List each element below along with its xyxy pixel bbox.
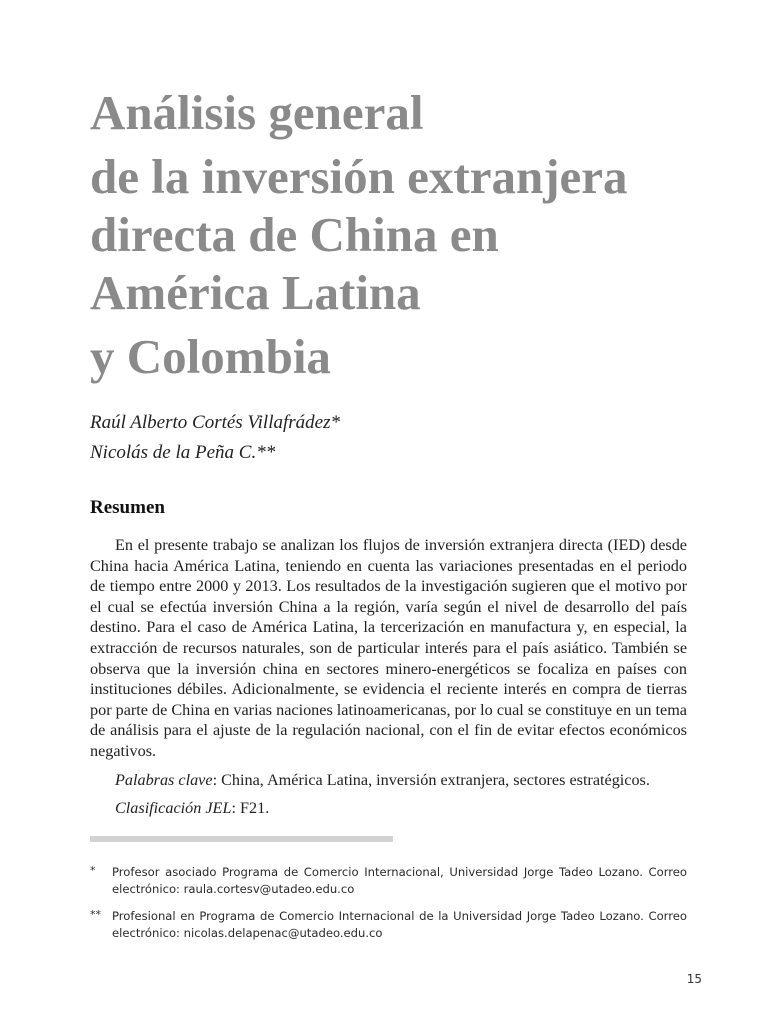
footnote-text: Profesor asociado Programa de Comercio Internacional, Universidad Jorge Tadeo Lozano. Correo electrónico: raula.cortesv@utadeo.edu.co: [112, 865, 687, 896]
keywords-label: Palabras clave: [115, 770, 213, 789]
article-title: [90, 84, 730, 386]
footnote-mark: *: [90, 864, 96, 877]
footnote-mark: **: [90, 908, 101, 921]
page-number: 15: [686, 972, 702, 986]
keywords-value: : China, América Latina, inversión extranjera, sectores estratégicos.: [212, 770, 650, 789]
abstract-section: [90, 535, 687, 819]
title-line-3: directa de China en: [90, 207, 499, 262]
title-line-1: Análisis general: [90, 85, 424, 140]
abstract-body: En el presente trabajo se analizan los flujos de inversión extranjera directa (IED) desde China hacia América Latina, teniendo en cuenta las variaciones presentadas en el periodo de tiempo entre 2000 y 2013. Los resultados de la investigación sugieren que el motivo por el cual se efectúa inversión China a la región, varía según el nivel de desarrollo del país destino. Para el caso de América Latina, la tercerización en manufactura y, en especial, la extracción de recursos naturales, son de particular interés para el país asiático. También se observa que la inversión china en sectores minero-energéticos se focaliza en países con instituciones débiles. Adicionalmente, se evidencia el reciente interés en compra de tierras por parte de China en varias naciones latinoamericanas, por lo cual se constituye en un tema de análisis para el ajuste de la regulación nacional, con el fin de evitar efectos económicos negativos.: [90, 536, 687, 760]
jel-line: [90, 798, 687, 819]
jel-value: : F21.: [231, 799, 270, 818]
title-line-2: de la inversión extranjera: [90, 149, 628, 204]
footnote-2: [90, 908, 687, 942]
footnote-text: Profesional en Programa de Comercio Internacional de la Universidad Jorge Tadeo Lozano. Correo electrónico: nicolas.delapenac@utadeo.edu.co: [112, 909, 687, 940]
author-list: [90, 408, 340, 468]
title-line-5: y Colombia: [90, 329, 331, 384]
footnotes: [90, 864, 687, 952]
jel-label: Clasificación JEL: [115, 799, 232, 818]
author-1: Raúl Alberto Cortés Villafrádez*: [90, 412, 340, 433]
footnote-1: [90, 864, 687, 898]
abstract-heading: Resumen: [90, 497, 165, 518]
keywords-line: [90, 770, 687, 791]
footnote-divider: [90, 836, 393, 842]
title-line-4: América Latina: [90, 265, 421, 320]
author-2: Nicolás de la Peña C.**: [90, 442, 276, 463]
